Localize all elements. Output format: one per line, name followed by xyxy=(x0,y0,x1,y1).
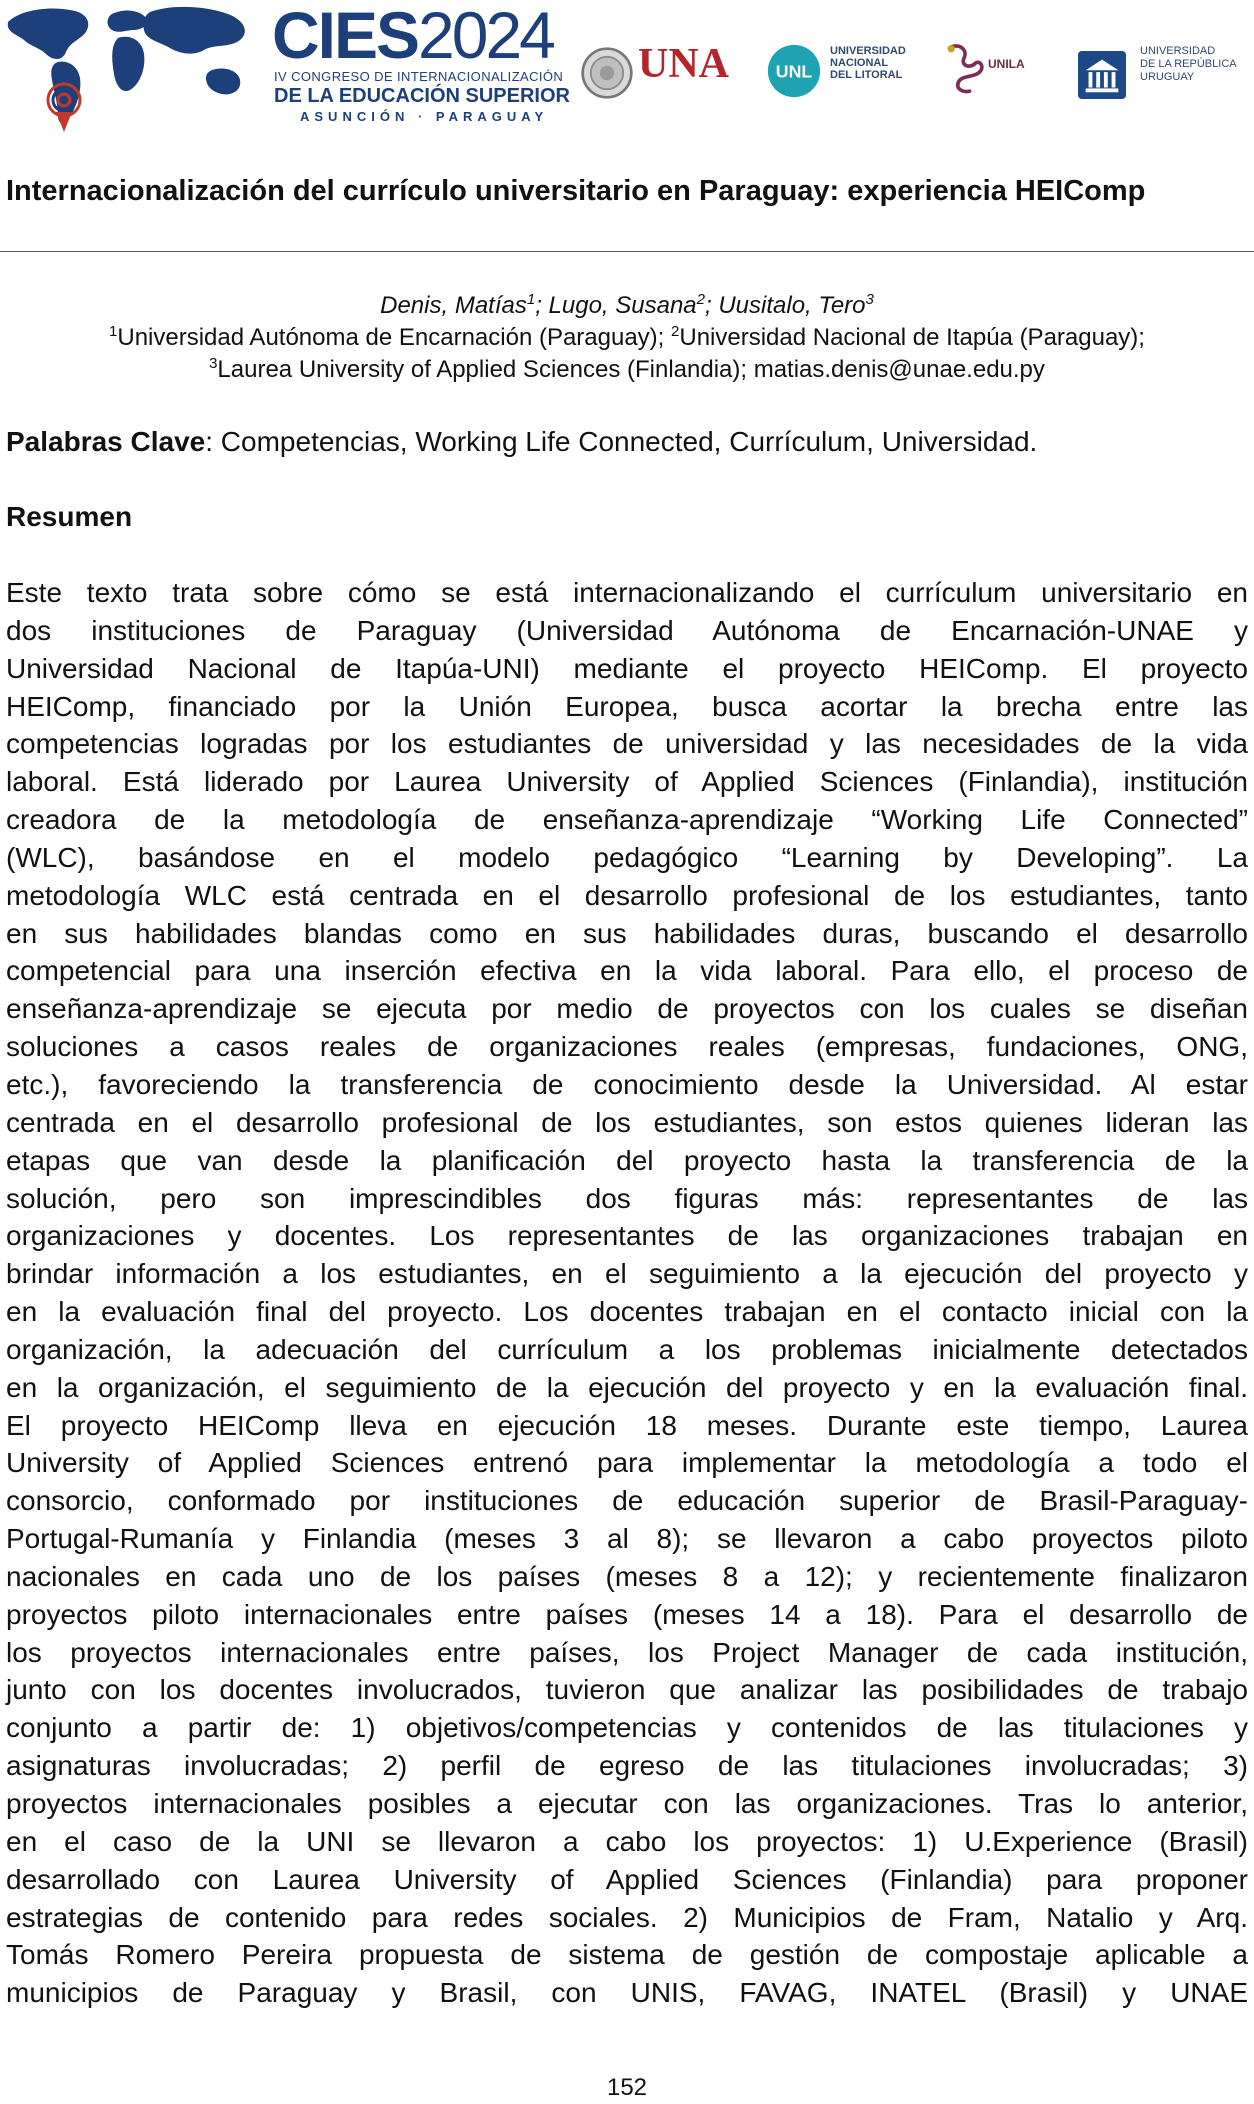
abstract-line: etapas que van desde la planificación del proyecto hasta la transferencia de la xyxy=(6,1144,1248,1176)
cies-subtitle-line2-a: DE LA xyxy=(274,85,339,107)
abstract-line: proyectos internacionales posibles a ejecutar con las organizaciones. Tras lo anterior, xyxy=(6,1788,1248,1819)
unl-badge-icon xyxy=(766,36,822,106)
abstract-line: soluciones a casos reales de organizaciones reales (empresas, fundaciones, ONG, xyxy=(6,1031,1248,1063)
keywords-label: Palabras Clave xyxy=(6,426,206,457)
section-heading: Resumen xyxy=(6,501,133,532)
affiliation-sup: 2 xyxy=(671,323,680,340)
affiliation-text: Universidad Nacional de Itapúa (Paraguay); xyxy=(679,324,1145,351)
unl-name-line: NACIONAL xyxy=(830,57,889,69)
affiliation-line xyxy=(0,322,1254,354)
unila-logo-text: UNILA xyxy=(988,57,1025,71)
abstract-line: HEIComp, financiado por la Unión Europea, busca acortar la brecha entre las xyxy=(6,690,1248,722)
abstract-line: proyectos piloto internacionales entre países (meses 14 a 18). Para el desarrollo de xyxy=(6,1598,1248,1630)
abstract-line: solución, pero son imprescindibles dos figuras más: representantes de las xyxy=(6,1182,1248,1214)
abstract-line: en el caso de la UNI se llevaron a cabo los proyectos: 1) U.Experience (Brasil) xyxy=(6,1825,1248,1857)
abstract-line: nacionales en cada uno de los países (meses 8 a 12); y recientemente finalizaron xyxy=(6,1560,1248,1592)
abstract-line: en la evaluación final del proyecto. Los docentes trabajan en el contacto inicial con la xyxy=(6,1296,1248,1328)
author-name: ; Uusitalo, Tero xyxy=(705,292,866,319)
cies-year: 2024 xyxy=(418,0,553,72)
cies-subtitle-line1: IV CONGRESO DE INTERNACIONALIZACIÓN xyxy=(274,69,564,84)
abstract-line: dos instituciones de Paraguay (Universidad Autónoma de Encarnación-UNAE y xyxy=(6,614,1248,646)
unl-name-line: DEL LITORAL xyxy=(830,69,903,81)
udelar-name xyxy=(1140,45,1237,84)
abstract-line: Tomás Romero Pereira propuesta de sistema de gestión de compostaje aplicable a xyxy=(6,1939,1248,1971)
abstract-line: consorcio, conformado por instituciones de educación superior de Brasil-Paraguay- xyxy=(6,1485,1248,1517)
abstract-line: competencias logradas por los estudiantes de universidad y las necesidades de la vida xyxy=(6,728,1248,760)
abstract-line: organizaciones y docentes. Los representantes de las organizaciones trabajan en xyxy=(6,1220,1248,1252)
affiliation-text: Laurea University of Applied Sciences (Finlandia); matias.denis@unae.edu.py xyxy=(217,356,1045,383)
cies-title xyxy=(272,0,553,72)
abstract-line: creadora de la metodología de enseñanza-aprendizaje “Working Life Connected” xyxy=(6,804,1248,836)
abstract-line: brindar información a los estudiantes, en el seguimiento a la ejecución del proyecto y xyxy=(6,1258,1248,1290)
title-divider xyxy=(0,251,1254,252)
cies-subtitle-line2 xyxy=(274,85,570,107)
author-names xyxy=(0,290,1254,322)
abstract-line: (WLC), basándose en el modelo pedagógico “Learning by Developing”. La xyxy=(6,841,1248,873)
cies-subtitle-line3: ASUNCIÓN · PARAGUAY xyxy=(300,109,549,124)
udelar-name-line: DE LA REPÚBLICA xyxy=(1140,58,1237,70)
abstract-body xyxy=(6,574,1248,2012)
abstract-line: asignaturas involucradas; 2) perfil de egreso de las titulaciones involucradas; 3) xyxy=(6,1750,1248,1782)
keywords-text: : Competencias, Working Life Connected, Currículum, Universidad. xyxy=(205,426,1038,457)
affiliation-sup: 3 xyxy=(209,355,218,372)
keywords-line xyxy=(6,424,1248,460)
unl-name xyxy=(830,45,906,81)
affiliation-line xyxy=(0,354,1254,386)
cies-title-text: CIES xyxy=(272,0,419,72)
udelar-name-line: UNIVERSIDAD xyxy=(1140,45,1216,57)
abstract-line: metodología WLC está centrada en el desarrollo profesional de los estudiantes, tanto xyxy=(6,879,1248,911)
unl-badge-text: UNL xyxy=(775,61,813,82)
affiliation-text: Universidad Autónoma de Encarnación (Paraguay); xyxy=(117,324,672,351)
abstract-line: Portugal-Rumanía y Finlandia (meses 3 al 8); se llevaron a cabo proyectos piloto xyxy=(6,1523,1248,1555)
abstract-line: los proyectos internacionales entre países, los Project Manager de cada institución, xyxy=(6,1636,1248,1668)
abstract-line: University of Applied Sciences entrenó para implementar la metodología a todo el xyxy=(6,1447,1248,1479)
abstract-line: El proyecto HEIComp lleva en ejecución 18 meses. Durante este tiempo, Laurea xyxy=(6,1409,1248,1441)
author-block xyxy=(0,290,1254,386)
abstract-line: laboral. Está liderado por Laurea University of Applied Sciences (Finlandia), institución xyxy=(6,766,1248,798)
udelar-building-icon xyxy=(1078,40,1126,110)
abstract-line: en sus habilidades blandas como en sus habilidades duras, buscando el desarrollo xyxy=(6,917,1248,949)
abstract-line: en la organización, el seguimiento de la ejecución del proyecto y en la evaluación final. xyxy=(6,1371,1248,1403)
page-number: 152 xyxy=(606,2074,648,2101)
abstract-line: organización, la adecuación del currículum a los problemas inicialmente detectados xyxy=(6,1333,1248,1365)
author-sup: 2 xyxy=(696,291,705,308)
una-logo-text: UNA xyxy=(638,41,729,87)
abstract-line: municipios de Paraguay y Brasil, con UNIS, FAVAG, INATEL (Brasil) y UNAE xyxy=(6,1977,1248,2009)
author-name: Denis, Matías xyxy=(380,292,527,319)
udelar-name-line: URUGUAY xyxy=(1140,71,1195,83)
abstract-line: enseñanza-aprendizaje se ejecuta por medio de proyectos con los cuales se diseñan xyxy=(6,993,1248,1025)
cies-subtitle-line2-b: EDUCACIÓN SUPERIOR xyxy=(338,85,570,107)
unila-mark-icon xyxy=(942,34,988,104)
abstract-line: desarrollado con Laurea University of Applied Sciences (Finlandia) para proponer xyxy=(6,1863,1248,1895)
unl-name-line: UNIVERSIDAD xyxy=(830,45,906,57)
author-sup: 1 xyxy=(526,291,536,308)
abstract-line: Universidad Nacional de Itapúa-UNI) mediante el proyecto HEIComp. El proyecto xyxy=(6,652,1248,684)
abstract-line: Este texto trata sobre cómo se está internacionalizando el currículum universitario en xyxy=(6,577,1248,608)
affiliation-sup: 1 xyxy=(109,323,118,340)
paper-title: Internacionalización del currículo universitario en Paraguay: experiencia HEIComp xyxy=(6,175,1146,207)
abstract-line: etc.), favoreciendo la transferencia de conocimiento desde la Universidad. Al estar xyxy=(6,1068,1248,1100)
author-name: ; Lugo, Susana xyxy=(535,292,697,319)
abstract-line: conjunto a partir de: 1) objetivos/competencias y contenidos de las titulaciones y xyxy=(6,1712,1248,1744)
abstract-line: centrada en el desarrollo profesional de los estudiantes, son estos quienes lideran las xyxy=(6,1106,1248,1138)
una-seal-icon xyxy=(580,38,634,108)
abstract-line: competencial para una inserción efectiva en la vida laboral. Para ello, el proceso de xyxy=(6,955,1248,987)
author-sup: 3 xyxy=(865,291,874,308)
abstract-line: junto con los docentes involucrados, tuvieron que analizar las posibilidades de trabajo xyxy=(6,1674,1248,1706)
abstract-line: estrategias de contenido para redes sociales. 2) Municipios de Fram, Natalio y Arq. xyxy=(6,1901,1248,1933)
conference-banner xyxy=(0,0,1254,140)
